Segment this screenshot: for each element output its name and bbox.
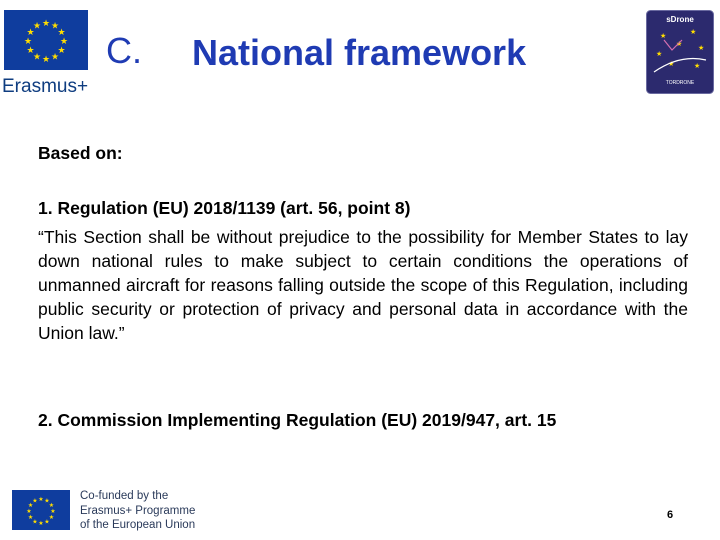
svg-text:★: ★ (27, 514, 34, 521)
cofunded-line-3: of the European Union (80, 519, 196, 531)
svg-text:★: ★ (660, 32, 667, 40)
svg-text:★: ★ (50, 52, 60, 63)
svg-text:★: ★ (32, 21, 42, 32)
svg-text:★: ★ (50, 508, 56, 515)
svg-text:★: ★ (41, 19, 51, 29)
cofunded-line-2: Erasmus+ Programme (80, 504, 196, 517)
svg-text:★: ★ (32, 52, 42, 63)
svg-text:★: ★ (23, 37, 33, 47)
page-title: National framework (192, 32, 527, 73)
svg-text:★: ★ (694, 62, 701, 70)
sdrone-logo-subtext: TORDRONE (665, 80, 695, 86)
section-letter: C. (106, 30, 142, 71)
based-on-label: Based on: (38, 143, 123, 163)
svg-text:★: ★ (26, 28, 35, 38)
svg-text:★: ★ (32, 497, 38, 505)
svg-text:★: ★ (26, 46, 35, 56)
svg-text:★: ★ (44, 518, 50, 526)
svg-text:★: ★ (668, 60, 675, 68)
cofunded-statement (80, 489, 195, 533)
svg-text:★: ★ (38, 520, 44, 527)
cofunded-line-1: Co-funded by the (80, 490, 169, 502)
svg-text:★: ★ (48, 502, 55, 509)
svg-text:★: ★ (690, 28, 697, 36)
svg-text:★: ★ (48, 514, 55, 521)
eu-flag-footer-icon (12, 490, 70, 530)
page-number: 6 (667, 509, 674, 521)
svg-text:★: ★ (27, 502, 34, 509)
svg-text:★: ★ (57, 46, 66, 56)
regulation-1-heading: 1. Regulation (EU) 2018/1139 (art. 56, point 8) (38, 198, 411, 218)
svg-text:★: ★ (676, 40, 683, 48)
sdrone-logo-text: sDrone (666, 15, 694, 24)
svg-text:★: ★ (698, 44, 705, 52)
svg-text:★: ★ (656, 50, 663, 58)
svg-text:★: ★ (50, 21, 60, 32)
regulation-1-quote: “This Section shall be without prejudice to the possibility for Member States to lay down national rules to make subject to certain conditions the operations of unmanned aircraft for reasons falling outside the scope of this Regulation, including public security or protection of privacy and personal data in accordance with the Union law.” (38, 227, 688, 343)
svg-text:★: ★ (32, 518, 38, 526)
regulation-2-heading: 2. Commission Implementing Regulation (EU) 2019/947, art. 15 (38, 410, 557, 430)
sdrone-logo-icon (646, 10, 714, 94)
svg-text:★: ★ (44, 497, 50, 505)
svg-text:★: ★ (26, 508, 32, 515)
eu-flag-icon (4, 10, 88, 70)
svg-text:★: ★ (57, 28, 66, 38)
svg-text:★: ★ (41, 55, 51, 65)
svg-text:★: ★ (38, 496, 44, 503)
svg-text:★: ★ (59, 37, 69, 47)
erasmus-plus-wordmark: Erasmus+ (2, 76, 89, 97)
